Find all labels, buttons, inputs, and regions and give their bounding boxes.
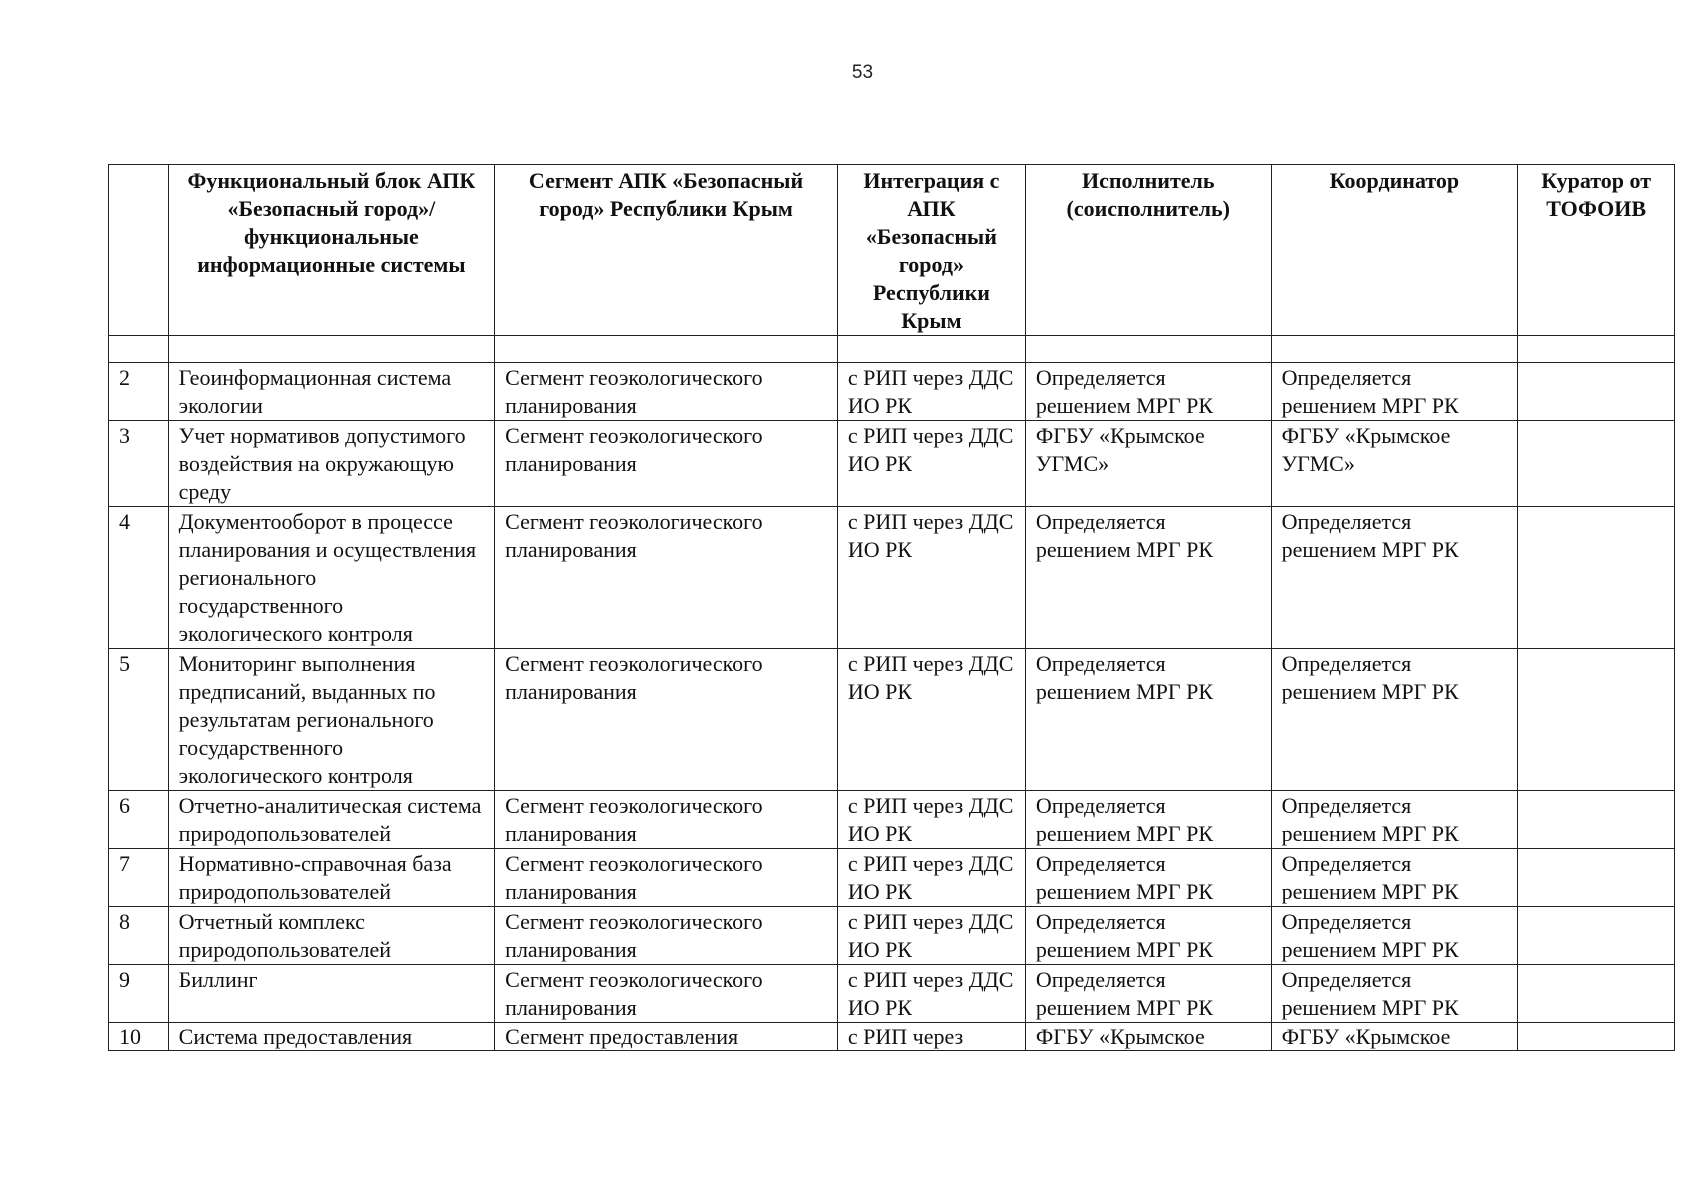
executor-cell: Определяется решением МРГ РК [1025, 907, 1271, 965]
header-segment: Сегмент АПК «Безопасный город» Республики Крым [495, 165, 838, 336]
executor-cell: Определяется решением МРГ РК [1025, 791, 1271, 849]
functional-block-cell: Отчетный комплекс природопользователей [168, 907, 495, 965]
curator-cell [1518, 791, 1675, 849]
row-number-cell: 10 [109, 1023, 169, 1051]
curator-cell [1518, 507, 1675, 649]
integration-cell: с РИП через ДДС ИО РК [837, 421, 1025, 507]
table-header-row [109, 165, 1675, 336]
executor-cell: ФГБУ «Крымское УГМС» [1025, 421, 1271, 507]
table-row [109, 649, 1675, 791]
curator-cell [1518, 421, 1675, 507]
header-coordinator: Координатор [1271, 165, 1518, 336]
integration-cell: с РИП через [837, 1023, 1025, 1051]
row-number-cell: 2 [109, 363, 169, 421]
functional-block-cell: Учет нормативов допустимого воздействия на окружающую среду [168, 421, 495, 507]
curator-cell [1518, 649, 1675, 791]
header-integration: Интеграция с АПК «Безопасный город» Республики Крым [837, 165, 1025, 336]
coordinator-cell: Определяется решением МРГ РК [1271, 649, 1518, 791]
curator-cell [1518, 1023, 1675, 1051]
coordinator-cell: ФГБУ «Крымское УГМС» [1271, 421, 1518, 507]
functional-block-cell: Система предоставления [168, 1023, 495, 1051]
spacer-cell [837, 336, 1025, 363]
spacer-cell [1271, 336, 1518, 363]
segment-cell: Сегмент геоэкологического планирования [495, 907, 838, 965]
executor-cell: Определяется решением МРГ РК [1025, 363, 1271, 421]
spacer-cell [1518, 336, 1675, 363]
coordinator-cell: ФГБУ «Крымское [1271, 1023, 1518, 1051]
functional-block-cell: Геоинформационная система экологии [168, 363, 495, 421]
spacer-cell [495, 336, 838, 363]
segment-cell: Сегмент геоэкологического планирования [495, 507, 838, 649]
table-body [109, 336, 1675, 1051]
coordinator-cell: Определяется решением МРГ РК [1271, 907, 1518, 965]
coordinator-cell: Определяется решением МРГ РК [1271, 507, 1518, 649]
coordinator-cell: Определяется решением МРГ РК [1271, 965, 1518, 1023]
functional-block-cell: Нормативно-справочная база природопользователей [168, 849, 495, 907]
integration-cell: с РИП через ДДС ИО РК [837, 791, 1025, 849]
table-row [109, 965, 1675, 1023]
curator-cell [1518, 849, 1675, 907]
row-number-cell: 4 [109, 507, 169, 649]
functional-block-cell: Отчетно-аналитическая система природопользователей [168, 791, 495, 849]
row-number-cell: 6 [109, 791, 169, 849]
table-row [109, 1023, 1675, 1051]
header-functional-block: Функциональный блок АПК «Безопасный город»/ функциональные информационные системы [168, 165, 495, 336]
functional-block-cell: Мониторинг выполнения предписаний, выданных по результатам регионального государственного экологического контроля [168, 649, 495, 791]
executor-cell: Определяется решением МРГ РК [1025, 649, 1271, 791]
responsibility-table [108, 164, 1675, 1051]
segment-cell: Сегмент геоэкологического планирования [495, 363, 838, 421]
spacer-cell [168, 336, 495, 363]
segment-cell: Сегмент геоэкологического планирования [495, 649, 838, 791]
coordinator-cell: Определяется решением МРГ РК [1271, 849, 1518, 907]
curator-cell [1518, 907, 1675, 965]
segment-cell: Сегмент предоставления [495, 1023, 838, 1051]
table-row [109, 421, 1675, 507]
table-row [109, 791, 1675, 849]
executor-cell: Определяется решением МРГ РК [1025, 965, 1271, 1023]
curator-cell [1518, 965, 1675, 1023]
functional-block-cell: Биллинг [168, 965, 495, 1023]
integration-cell: с РИП через ДДС ИО РК [837, 363, 1025, 421]
table-spacer-row [109, 336, 1675, 363]
executor-cell: Определяется решением МРГ РК [1025, 507, 1271, 649]
table-row [109, 507, 1675, 649]
row-number-cell: 5 [109, 649, 169, 791]
segment-cell: Сегмент геоэкологического планирования [495, 965, 838, 1023]
segment-cell: Сегмент геоэкологического планирования [495, 849, 838, 907]
header-number [109, 165, 169, 336]
page-number: 53 [851, 62, 874, 83]
spacer-cell [1025, 336, 1271, 363]
segment-cell: Сегмент геоэкологического планирования [495, 421, 838, 507]
spacer-cell [109, 336, 169, 363]
segment-cell: Сегмент геоэкологического планирования [495, 791, 838, 849]
integration-cell: с РИП через ДДС ИО РК [837, 649, 1025, 791]
table-row [109, 363, 1675, 421]
row-number-cell: 3 [109, 421, 169, 507]
integration-cell: с РИП через ДДС ИО РК [837, 507, 1025, 649]
row-number-cell: 7 [109, 849, 169, 907]
integration-cell: с РИП через ДДС ИО РК [837, 965, 1025, 1023]
curator-cell [1518, 363, 1675, 421]
header-curator: Куратор от ТОФОИВ [1518, 165, 1675, 336]
header-executor: Исполнитель (соисполнитель) [1025, 165, 1271, 336]
executor-cell: ФГБУ «Крымское [1025, 1023, 1271, 1051]
table-row [109, 907, 1675, 965]
row-number-cell: 8 [109, 907, 169, 965]
table-row [109, 849, 1675, 907]
integration-cell: с РИП через ДДС ИО РК [837, 907, 1025, 965]
executor-cell: Определяется решением МРГ РК [1025, 849, 1271, 907]
integration-cell: с РИП через ДДС ИО РК [837, 849, 1025, 907]
functional-block-cell: Документооборот в процессе планирования и осуществления регионального государственного экологического контроля [168, 507, 495, 649]
coordinator-cell: Определяется решением МРГ РК [1271, 363, 1518, 421]
coordinator-cell: Определяется решением МРГ РК [1271, 791, 1518, 849]
row-number-cell: 9 [109, 965, 169, 1023]
